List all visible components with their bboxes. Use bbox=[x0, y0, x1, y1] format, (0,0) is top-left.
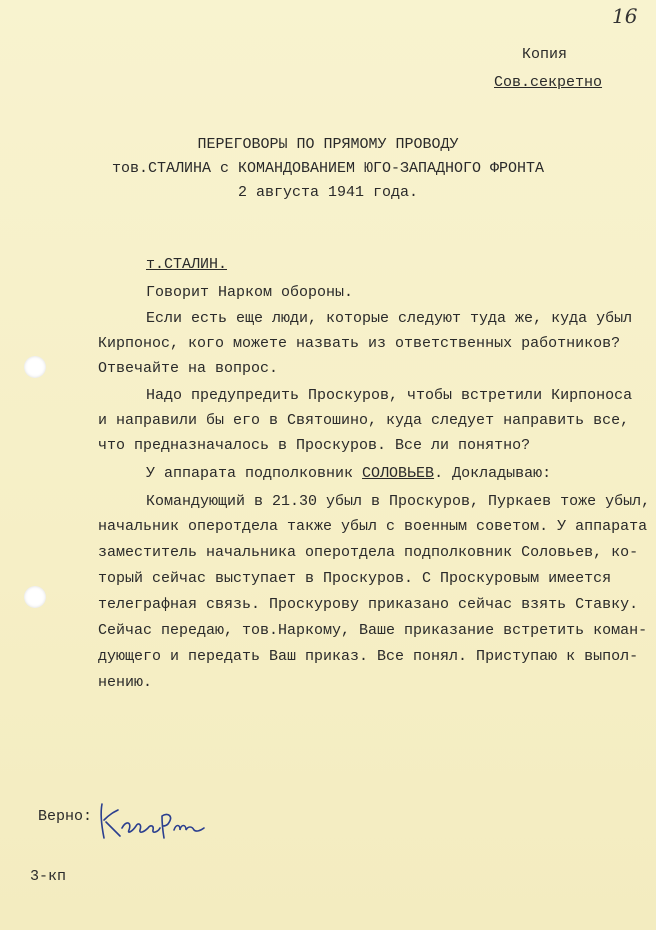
reply-line: телеграфная связь. Проскурову приказано сейчас взять Ставку. bbox=[98, 596, 639, 613]
reply-line: Сейчас передаю, тов.Наркому, Ваше приказание встретить коман- bbox=[98, 622, 648, 639]
reply-suffix: . Докладываю: bbox=[434, 465, 552, 482]
punch-hole bbox=[24, 586, 46, 608]
speaker-name: т.СТАЛИН. bbox=[146, 256, 228, 273]
classification-label: Сов.секретно bbox=[494, 74, 603, 91]
body-line: Надо предупредить Проскуров, чтобы встретили Кирпоноса bbox=[146, 387, 633, 404]
reply-line: нению. bbox=[98, 674, 153, 691]
punch-hole bbox=[24, 356, 46, 378]
body-line: Отвечайте на вопрос. bbox=[98, 360, 279, 377]
verified-label: Верно: bbox=[38, 808, 93, 825]
reply-line: торый сейчас выступает в Проскуров. С Проскуровым имеется bbox=[98, 570, 612, 587]
document-title-line-1: ПЕРЕГОВОРЫ ПО ПРЯМОМУ ПРОВОДУ bbox=[197, 136, 459, 153]
reply-line: заместитель начальника оперотдела подполковник Соловьев, ко- bbox=[98, 544, 639, 561]
body-line: Если есть еще люди, которые следуют туда же, куда убыл bbox=[146, 310, 633, 327]
body-line: Кирпонос, кого можете назвать из ответственных работников? bbox=[98, 335, 621, 352]
body-line: и направили бы его в Святошино, куда следует направить все, bbox=[98, 412, 630, 429]
body-line: Говорит Нарком обороны. bbox=[146, 284, 354, 301]
reply-line: дующего и передать Ваш приказ. Все понял. Приступаю к выпол- bbox=[98, 648, 639, 665]
document-title-date: 2 августа 1941 года. bbox=[237, 184, 419, 201]
copy-label: Копия bbox=[522, 46, 568, 63]
reply-line: Командующий в 21.30 убыл в Проскуров, Пуркаев тоже убыл, bbox=[146, 493, 651, 510]
reply-officer-name: СОЛОВЬЕВ bbox=[362, 465, 435, 482]
body-line: что предназначалось в Проскуров. Все ли понятно? bbox=[98, 437, 531, 454]
reply-line: начальник оперотдела также убыл с военным советом. У аппарата bbox=[98, 518, 648, 535]
reply-prefix: У аппарата подполковник bbox=[146, 465, 363, 482]
document-title-line-2: тов.СТАЛИНА с КОМАНДОВАНИЕМ ЮГО-ЗАПАДНОГО ФРОНТА bbox=[111, 160, 545, 177]
document-reference: 3-кп bbox=[30, 868, 67, 885]
handwritten-signature bbox=[96, 798, 216, 844]
page-number: 16 bbox=[612, 4, 638, 28]
reply-header bbox=[146, 465, 551, 482]
